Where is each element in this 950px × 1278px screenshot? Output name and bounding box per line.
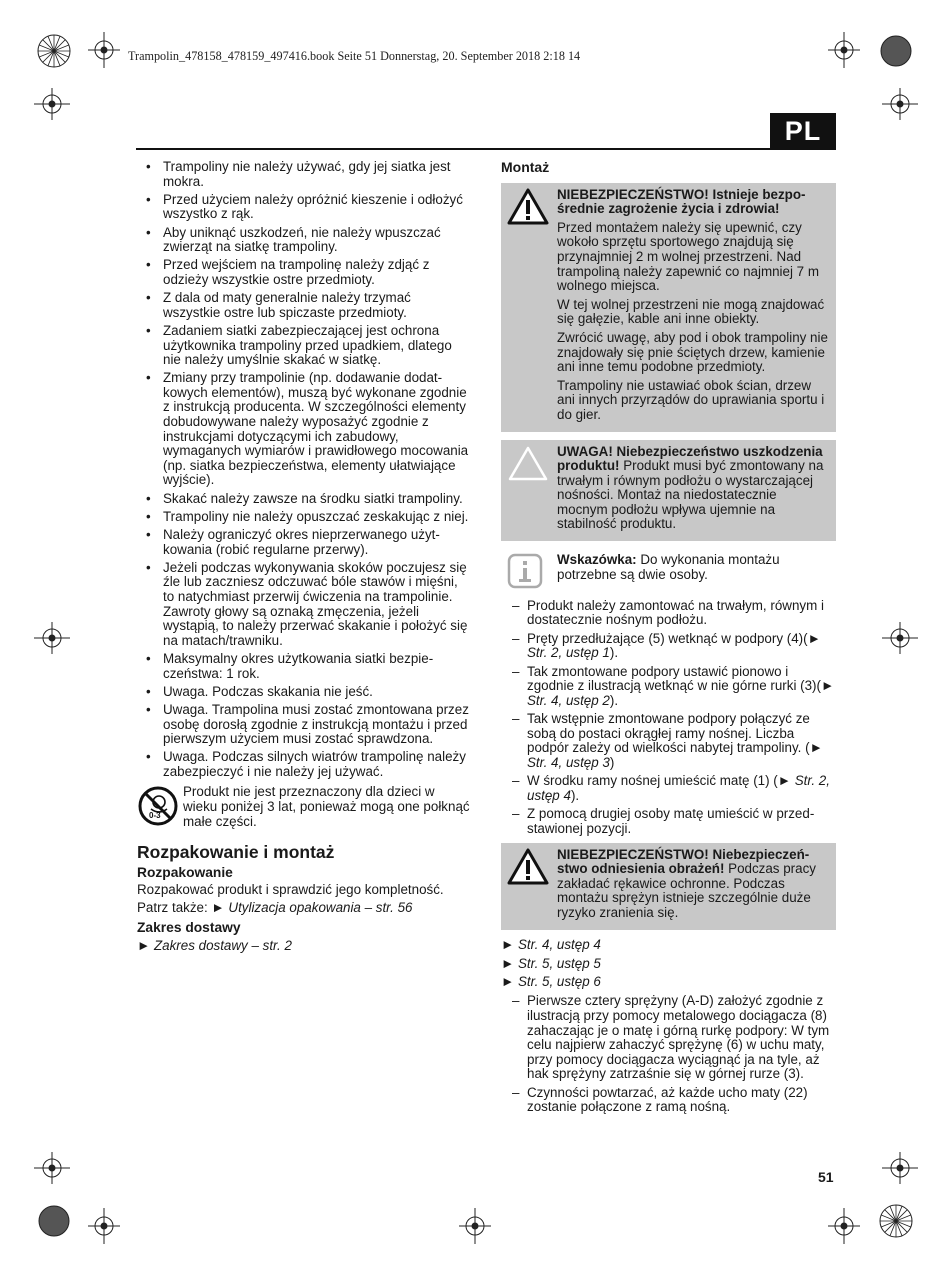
list-item: • Trampoliny nie należy opuszczać zeskakując z niej. xyxy=(137,510,470,525)
list-item: – Czynności powtarzać, aż każde ucho maty (22) zostanie połączone z ramą nośną. xyxy=(501,1086,836,1115)
see-also xyxy=(137,901,470,916)
crosshair-mark-icon xyxy=(828,32,860,68)
hint-heading: Wskazówka: xyxy=(557,552,637,568)
figure-references xyxy=(501,938,836,991)
crosshair-mark-icon xyxy=(34,622,70,654)
left-column xyxy=(137,160,470,957)
list-item: • Uwaga. Podczas skakania nie jeść. xyxy=(137,685,470,700)
list-item: – Pręty przedłużające (5) wetknąć w podpory (4)(► Str. 2, ustęp 1). xyxy=(501,632,836,661)
danger-box xyxy=(501,843,836,930)
danger-paragraph: Trampoliny nie ustawiać obok ścian, drzew ani innych przyrządów do uprawiania sportu i do gier. xyxy=(557,377,825,422)
list-item: • Skakać należy zawsze na środku siatki trampoliny. xyxy=(137,492,470,507)
page-number: 51 xyxy=(818,1169,834,1185)
list-item: – Tak zmontowane podpory ustawić pionowo i zgodnie z ilustracją wetknąć w nie górne rurki (3)(► Str. 4, ustęp 2). xyxy=(501,665,836,709)
danger-paragraph: Przed montażem należy się upewnić, czy wokoło sprzętu sportowego znajdują się przynajmniej 2 m wolnej przestrzeni. Nad trampoliną należy zapewnić co najmniej 7 m wolnego miejsca. xyxy=(557,219,819,294)
caution-triangle-icon xyxy=(507,445,557,537)
caution-text: Produkt musi być zmontowany na trwałym i równym podłożu o wystarczającej nośności. Montaż na niedostatecznie mocnym podłożu wpływa ujemnie na stabilność produktu. xyxy=(557,458,824,532)
figure-reference-link[interactable]: ► Str. 4, ustęp 4 xyxy=(501,936,601,952)
assembly-steps xyxy=(501,599,836,837)
crosshair-mark-icon xyxy=(882,1152,918,1184)
figure-reference-link[interactable]: ► Str. 5, ustęp 6 xyxy=(501,974,601,990)
header-rule xyxy=(136,148,836,150)
registration-rosette-icon xyxy=(36,33,72,69)
unpack-text: Rozpakować produkt i sprawdzić jego kompletność. xyxy=(137,882,444,898)
hint-box xyxy=(501,549,836,595)
danger-paragraph: Zwrócić uwagę, aby pod i obok trampoliny nie znajdowały się pnie ściętych drzew, kamienie ani inne temu podobne przedmioty. xyxy=(557,329,828,375)
danger-heading: NIEBEZPIECZEŃSTWO! Istnieje bezpośrednie zagrożenie życia i zdrowia! xyxy=(557,186,806,217)
caution-box xyxy=(501,440,836,542)
danger-box xyxy=(501,183,836,432)
see-also-link[interactable]: ► Utylizacja opakowania – str. 56 xyxy=(211,899,413,915)
see-also-prefix: Patrz także: xyxy=(137,899,212,915)
spring-steps xyxy=(501,994,836,1115)
hint-text: Do wykonania montażu potrzebne są dwie osoby. xyxy=(557,552,780,582)
warning-triangle-icon xyxy=(507,848,557,925)
crosshair-mark-icon xyxy=(459,1208,491,1244)
book-info-header: Trampolin_478158_478159_497416.book Seite 51 Donnerstag, 20. September 2018 2:18 14 xyxy=(128,49,581,63)
age-warning-text: Produkt nie jest przeznaczony dla dzieci w wieku poniżej 3 lat, ponieważ mogą one połknąć małe części. xyxy=(183,784,470,829)
assembly-title: Montaż xyxy=(501,159,550,175)
crosshair-mark-icon xyxy=(828,1208,860,1244)
list-item: • Aby uniknąć uszkodzeń, nie należy wpuszczać zwierząt na siatkę trampoliny. xyxy=(137,226,470,255)
list-item: • Z dala od maty generalnie należy trzymać wszystkie ostre lub spiczaste przedmioty. xyxy=(137,291,470,320)
delivery-link[interactable]: ► Zakres dostawy – str. 2 xyxy=(137,938,292,954)
list-item: – Produkt należy zamontować na trwałym, równym i dostatecznie nośnym podłożu. xyxy=(501,599,836,628)
figure-reference-link[interactable]: ► Str. 5, ustęp 5 xyxy=(501,955,601,971)
unpack-heading: Rozpakowanie xyxy=(137,864,233,880)
section-title: Rozpakowanie i montaż xyxy=(137,842,335,863)
age-warning xyxy=(137,785,470,831)
step-reference-link[interactable]: ► Str. 4, ustęp 3 xyxy=(527,740,823,770)
step-reference-link[interactable]: ► Str. 4, ustęp 2 xyxy=(527,678,835,708)
crosshair-mark-icon xyxy=(88,1208,120,1244)
list-item: • Przed wejściem na trampolinę należy zdjąć z odzieży wszystkie ostre przedmioty. xyxy=(137,258,470,287)
warning-triangle-icon xyxy=(507,188,557,427)
registration-rosette-icon xyxy=(878,1203,914,1239)
list-item: • Zmiany przy trampolinie (np. dodawanie dodatkowych elementów), muszą być wykonane zgodnie z instrukcją producenta. W szczególności elementy dobudowywane należy wyposażyć zgodnie z instrukcjami dotyczącymi ich zabudowy, wymaganych wymiarów i prawidłowego mocowania (np. siatka bezpieczeństwa, elementy ułatwiające wyjście). xyxy=(137,371,470,488)
info-icon xyxy=(507,553,557,593)
caution-heading: UWAGA! Niebezpieczeństwo uszkodzenia produktu! xyxy=(557,443,823,474)
list-item: • Zadaniem siatki zabezpieczającej jest ochrona użytkownika trampoliny przed upadkiem, dlatego nie należy umyślnie skakać w siatkę. xyxy=(137,324,470,368)
list-item: • Jeżeli podczas wykonywania skoków poczujesz się źle lub zaczniesz odczuwać bóle stawów i mięśni, to natychmiast przerwij ćwiczenia na trampolinie. Zawroty głowy są oznaką zmęczenia, jeżeli wystąpią, to należy przerwać skakanie i położyć się na matach/trawniku. xyxy=(137,561,470,649)
right-column xyxy=(501,160,836,1119)
no-small-children-icon xyxy=(137,785,183,831)
safety-bullet-list xyxy=(137,160,470,779)
list-item: • Przed użyciem należy opróżnić kieszenie i odłożyć wszystko z rąk. xyxy=(137,193,470,222)
crosshair-mark-icon xyxy=(34,1152,70,1184)
danger-text: Podczas pracy zakładać rękawice ochronne. Podczas montażu sprężyn istnieje szczególnie duże ryzyko zranienia się. xyxy=(557,861,816,920)
crosshair-mark-icon xyxy=(88,32,120,68)
step-reference-link[interactable]: ► Str. 2, ustęp 4 xyxy=(527,773,830,803)
step-reference-link[interactable]: ► Str. 2, ustęp 1 xyxy=(527,630,821,661)
list-item: • Uwaga. Trampolina musi zostać zmontowana przez osobę dorosłą zgodnie z instrukcją montażu i przed pierwszym użyciem musi zostać sprawdzona. xyxy=(137,703,470,747)
age-icon-label: 0-3 xyxy=(149,811,161,821)
list-item: – Pierwsze cztery sprężyny (A-D) założyć zgodnie z ilustracją przy pomocy metalowego dociągacza (8) zahaczając je o matę i górną rurkę podpory: W tym celu najpierw zahaczyć sprężynę (6) w uchu maty, przy pomocy dociągacza wyciągnąć ja na tyle, aż hak sprężyny zatrzaśnie się w górnej rurze (3). xyxy=(501,994,836,1082)
danger-paragraph: W tej wolnej przestrzeni nie mogą znajdować się gałęzie, kable ani inne obiekty. xyxy=(557,296,825,327)
registration-dot-icon xyxy=(878,33,914,69)
registration-dot-icon xyxy=(36,1203,72,1239)
crosshair-mark-icon xyxy=(882,622,918,654)
list-item: – W środku ramy nośnej umieścić matę (1) (► Str. 2, ustęp 4). xyxy=(501,774,836,803)
language-badge: PL xyxy=(770,113,836,150)
list-item: – Z pomocą drugiej osoby matę umieścić w przedstawionej pozycji. xyxy=(501,807,836,836)
list-item: • Należy ograniczyć okres nieprzerwanego użytkowania (robić regularne przerwy). xyxy=(137,528,470,557)
list-item: • Trampoliny nie należy używać, gdy jej siatka jest mokra. xyxy=(137,160,470,189)
list-item: • Maksymalny okres użytkowania siatki bezpieczeństwa: 1 rok. xyxy=(137,652,470,681)
list-item: • Uwaga. Podczas silnych wiatrów trampolinę należy zabezpieczyć i nie należy jej używać. xyxy=(137,750,470,779)
danger-heading: NIEBEZPIECZEŃSTWO! Niebezpieczeństwo odniesienia obrażeń! xyxy=(557,846,810,877)
delivery-heading: Zakres dostawy xyxy=(137,920,241,936)
crosshair-mark-icon xyxy=(34,88,70,120)
list-item: – Tak wstępnie zmontowane podpory połączyć ze sobą do postaci okrągłej ramy nośnej. Liczba podpór zależy od wielkości nabytej trampoliny. (► Str. 4, ustęp 3) xyxy=(501,712,836,770)
crosshair-mark-icon xyxy=(882,88,918,120)
